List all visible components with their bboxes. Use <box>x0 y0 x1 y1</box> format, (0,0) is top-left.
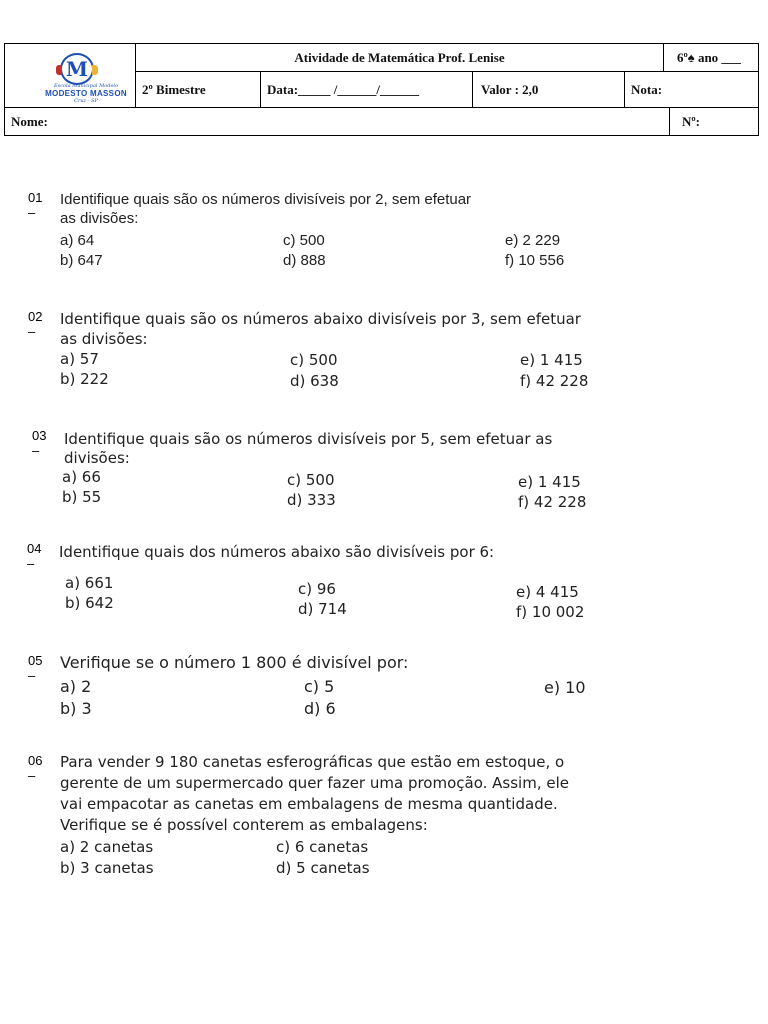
option-c: c) 500 <box>283 232 325 249</box>
logo-city: Cruz - SP <box>74 98 98 104</box>
grade-score-field[interactable]: Nota: <box>631 81 663 97</box>
date-field[interactable]: Data:_____ /______/______ <box>267 81 420 97</box>
option-a: a) 2 <box>60 677 92 696</box>
option-e: e) 1 415 <box>520 351 583 369</box>
option-e: e) 10 <box>544 678 586 697</box>
option-f: f) 42 228 <box>520 372 589 390</box>
option-e: e) 1 415 <box>518 473 581 491</box>
option-b: b) 55 <box>62 488 102 506</box>
question-text: Identifique quais dos números abaixo são divisíveis por 6: <box>59 543 495 561</box>
question-text: gerente de um supermercado quer fazer uma promoção. Assim, ele <box>60 774 569 792</box>
question-number: 05 – <box>28 653 43 683</box>
school-logo <box>32 51 140 105</box>
question-text: vai empacotar as canetas em embalagens de mesma quantidade. <box>60 795 558 813</box>
activity-title: Atividade de Matemática Prof. Lenise <box>294 50 505 65</box>
question-number: 06 – <box>28 753 43 783</box>
student-name-field[interactable]: Nome: <box>11 114 48 129</box>
grade-field: 6º♠ ano ___ <box>677 50 741 65</box>
option-f: f) 10 002 <box>516 603 585 621</box>
option-c: c) 96 <box>298 580 336 598</box>
option-b: b) 222 <box>60 370 109 388</box>
option-d: d) 6 <box>304 699 336 718</box>
option-f: f) 42 228 <box>518 493 587 511</box>
question-text: Verifique se é possível conterem as embalagens: <box>60 816 428 834</box>
option-c: c) 6 canetas <box>276 838 369 856</box>
option-f: f) 10 556 <box>505 252 565 269</box>
option-d: d) 714 <box>298 600 347 618</box>
option-b: b) 3 <box>60 699 92 718</box>
option-d: d) 5 canetas <box>276 859 370 877</box>
question-number: 03 – <box>32 428 47 458</box>
option-b: b) 647 <box>60 252 103 269</box>
question-text: as divisões: <box>60 210 139 227</box>
option-b: b) 3 canetas <box>60 859 154 877</box>
option-a: a) 57 <box>60 350 99 368</box>
option-e: e) 4 415 <box>516 583 579 601</box>
question-text: Identifique quais são os números divisíveis por 2, sem efetuar <box>60 191 472 208</box>
question-number: 01 – <box>28 190 43 220</box>
question-text: Verifique se o número 1 800 é divisível por: <box>60 653 409 672</box>
logo-small-text: Escola Municipal Modelo <box>53 83 119 89</box>
option-a: a) 64 <box>60 232 95 249</box>
option-b: b) 642 <box>65 594 114 612</box>
question-text: Para vender 9 180 canetas esferográficas que estão em estoque, o <box>60 753 565 771</box>
question-text: as divisões: <box>60 330 148 348</box>
option-c: c) 5 <box>304 677 335 696</box>
bimester-label: 2º Bimestre <box>142 81 206 97</box>
option-a: a) 66 <box>62 468 101 486</box>
question-number: 02 – <box>28 309 43 339</box>
question-text: Identifique quais são os números abaixo divisíveis por 3, sem efetuar <box>60 310 581 328</box>
option-e: e) 2 229 <box>505 232 561 249</box>
option-a: a) 2 canetas <box>60 838 154 856</box>
option-c: c) 500 <box>287 471 335 489</box>
logo-m-icon: M <box>60 53 94 85</box>
option-d: d) 638 <box>290 372 339 390</box>
option-a: a) 661 <box>65 574 114 592</box>
question-number: 04 – <box>27 541 42 571</box>
student-number-field[interactable]: Nº: <box>682 114 701 129</box>
value-label: Valor : 2,0 <box>481 81 539 97</box>
question-text: divisões: <box>64 449 130 467</box>
question-text: Identifique quais são os números divisíveis por 5, sem efetuar as <box>64 430 553 448</box>
header-table <box>4 43 759 136</box>
option-d: d) 888 <box>283 252 326 269</box>
option-c: c) 500 <box>290 351 338 369</box>
logo-name: MODESTO MASSON <box>45 89 127 98</box>
option-d: d) 333 <box>287 491 336 509</box>
